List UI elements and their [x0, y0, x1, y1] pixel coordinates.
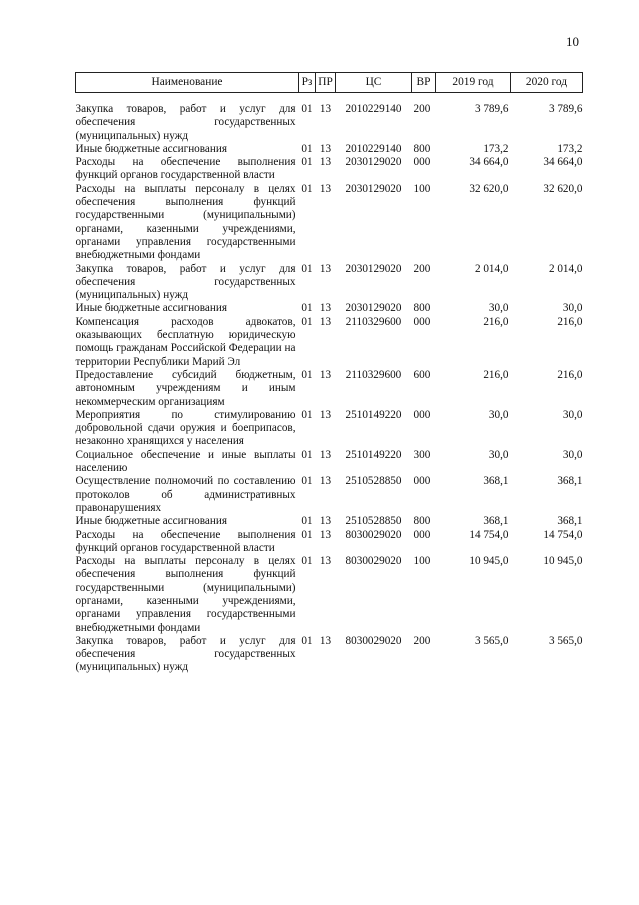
name-cell: Иные бюджетные ассигнования	[75, 302, 227, 315]
pr-cell: 13	[319, 448, 332, 461]
value-2020-cell: 368,1	[557, 475, 583, 488]
table-row	[76, 529, 583, 556]
name-cell: Предоставление субсидий бюджетным, автономным учреждениям и иным некоммерческим организациям	[75, 368, 296, 408]
rz-cell: 01	[301, 103, 313, 115]
rz-cell: 01	[301, 262, 313, 275]
header-rz: Рз	[299, 73, 316, 93]
table-row	[76, 449, 583, 476]
value-2019-cell: 30,0	[488, 302, 509, 315]
table-body	[76, 93, 583, 675]
pr-cell: 13	[319, 515, 332, 528]
name-cell: Закупка товаров, работ и услуг для обеспечения государственных (муниципальных) нужд	[75, 262, 296, 302]
vr-cell: 200	[413, 103, 431, 115]
value-2020-cell: 32 620,0	[543, 182, 583, 195]
value-2020-cell: 30,0	[562, 408, 583, 421]
table-row	[76, 635, 583, 675]
name-cell: Мероприятия по стимулированию добровольной сдачи оружия и боеприпасов, незаконно хранящихся у населения	[75, 408, 296, 448]
name-cell: Иные бюджетные ассигнования	[75, 142, 227, 155]
value-2019-cell: 216,0	[483, 368, 509, 381]
value-2019-cell: 368,1	[483, 475, 509, 488]
name-cell: Иные бюджетные ассигнования	[75, 515, 227, 528]
header-cs: ЦС	[336, 73, 412, 93]
value-2019-cell: 173,2	[483, 142, 509, 155]
value-2020-cell: 10 945,0	[543, 555, 583, 568]
name-cell: Расходы на выплаты персоналу в целях обеспечения выполнения функций государственными (муниципальными) органами, казенными учреждениями, органами управления государственными внебюджетными фондами	[75, 182, 296, 262]
pr-cell: 13	[319, 315, 332, 328]
table-row	[76, 409, 583, 449]
rz-cell: 01	[301, 515, 313, 528]
value-2019-cell: 14 754,0	[469, 528, 509, 541]
value-2020-cell: 34 664,0	[543, 156, 583, 169]
pr-cell: 13	[319, 103, 332, 115]
value-2019-cell: 2 014,0	[474, 262, 509, 275]
cs-cell: 2030129020	[345, 262, 402, 275]
table-header	[76, 73, 583, 93]
table-row	[76, 475, 583, 515]
table-row	[76, 302, 583, 315]
vr-cell: 000	[413, 408, 431, 421]
pr-cell: 13	[319, 555, 332, 568]
value-2020-cell: 14 754,0	[543, 528, 583, 541]
name-cell: Расходы на обеспечение выполнения функций органов государственной власти	[75, 156, 296, 182]
value-2019-cell: 3 565,0	[474, 634, 509, 647]
pr-cell: 13	[319, 408, 332, 421]
rz-cell: 01	[301, 368, 313, 381]
cs-cell: 2510528850	[345, 475, 402, 488]
pr-cell: 13	[319, 182, 332, 195]
budget-table	[75, 72, 583, 675]
pr-cell: 13	[319, 368, 332, 381]
table-row	[76, 263, 583, 303]
value-2019-cell: 216,0	[483, 315, 509, 328]
value-2020-cell: 216,0	[557, 315, 583, 328]
cs-cell: 8030029020	[345, 634, 402, 647]
value-2019-cell: 3 789,6	[474, 103, 509, 115]
rz-cell: 01	[301, 528, 313, 541]
cs-cell: 2510528850	[345, 515, 402, 528]
cs-cell: 2030129020	[345, 156, 402, 169]
value-2020-cell: 30,0	[562, 302, 583, 315]
header-2019: 2019 год	[436, 73, 511, 93]
rz-cell: 01	[301, 302, 313, 315]
pr-cell: 13	[319, 634, 332, 647]
name-cell: Закупка товаров, работ и услуг для обеспечения государственных (муниципальных) нужд	[75, 634, 296, 674]
table-row	[76, 93, 583, 143]
rz-cell: 01	[301, 408, 313, 421]
pr-cell: 13	[319, 142, 332, 155]
vr-cell: 800	[413, 515, 431, 528]
cs-cell: 8030029020	[345, 555, 402, 568]
rz-cell: 01	[301, 182, 313, 195]
vr-cell: 800	[413, 302, 431, 315]
cs-cell: 8030029020	[345, 528, 402, 541]
header-name: Наименование	[76, 73, 299, 93]
table-row	[76, 156, 583, 183]
table-row	[76, 143, 583, 156]
value-2020-cell: 173,2	[557, 142, 583, 155]
table-row	[76, 183, 583, 263]
cs-cell: 2010229140	[345, 142, 402, 155]
cs-cell: 2110329600	[345, 368, 402, 381]
header-2020: 2020 год	[511, 73, 583, 93]
vr-cell: 000	[413, 528, 431, 541]
vr-cell: 000	[413, 156, 431, 169]
pr-cell: 13	[319, 156, 332, 169]
rz-cell: 01	[301, 448, 313, 461]
vr-cell: 100	[413, 182, 431, 195]
vr-cell: 600	[413, 368, 431, 381]
value-2019-cell: 32 620,0	[469, 182, 509, 195]
vr-cell: 000	[413, 315, 431, 328]
value-2020-cell: 216,0	[557, 368, 583, 381]
rz-cell: 01	[301, 475, 313, 488]
pr-cell: 13	[319, 262, 332, 275]
table-row	[76, 555, 583, 635]
vr-cell: 300	[413, 448, 431, 461]
header-vr: ВР	[412, 73, 436, 93]
pr-cell: 13	[319, 528, 332, 541]
rz-cell: 01	[301, 142, 313, 155]
rz-cell: 01	[301, 555, 313, 568]
pr-cell: 13	[319, 302, 332, 315]
table-row	[76, 515, 583, 528]
rz-cell: 01	[301, 156, 313, 169]
cs-cell: 2510149220	[345, 448, 402, 461]
name-cell: Расходы на обеспечение выполнения функций органов государственной власти	[75, 528, 296, 554]
rz-cell: 01	[301, 634, 313, 647]
value-2019-cell: 10 945,0	[469, 555, 509, 568]
cs-cell: 2510149220	[345, 408, 402, 421]
value-2020-cell: 30,0	[562, 448, 583, 461]
vr-cell: 100	[413, 555, 431, 568]
name-cell: Закупка товаров, работ и услуг для обеспечения государственных (муниципальных) нужд	[75, 103, 296, 142]
value-2020-cell: 3 789,6	[548, 103, 583, 115]
cs-cell: 2030129020	[345, 182, 402, 195]
value-2020-cell: 3 565,0	[548, 634, 583, 647]
name-cell: Социальное обеспечение и иные выплаты населению	[75, 448, 296, 475]
value-2020-cell: 368,1	[557, 515, 583, 528]
table-row	[76, 369, 583, 409]
vr-cell: 200	[413, 262, 431, 275]
value-2019-cell: 368,1	[483, 515, 509, 528]
vr-cell: 000	[413, 475, 431, 488]
name-cell: Компенсация расходов адвокатов, оказывающих бесплатную юридическую помощь гражданам Российской Федерации на территории Республики Марий Эл	[75, 315, 296, 368]
header-pr: ПР	[316, 73, 336, 93]
page-number: 10	[566, 34, 579, 49]
name-cell: Расходы на выплаты персоналу в целях обеспечения выполнения функций государственными (муниципальными) органами, казенными учреждениями, органами управления государственными внебюджетными фондами	[75, 555, 296, 634]
table-row	[76, 316, 583, 369]
value-2019-cell: 30,0	[488, 448, 509, 461]
rz-cell: 01	[301, 315, 313, 328]
value-2019-cell: 30,0	[488, 408, 509, 421]
value-2019-cell: 34 664,0	[469, 156, 509, 169]
cs-cell: 2010229140	[345, 103, 402, 115]
value-2020-cell: 2 014,0	[548, 262, 583, 275]
vr-cell: 200	[413, 634, 431, 647]
cs-cell: 2110329600	[345, 315, 402, 328]
pr-cell: 13	[319, 475, 332, 488]
vr-cell: 800	[413, 142, 431, 155]
cs-cell: 2030129020	[345, 302, 402, 315]
name-cell: Осуществление полномочий по составлению протоколов об административных правонарушениях	[75, 475, 296, 514]
